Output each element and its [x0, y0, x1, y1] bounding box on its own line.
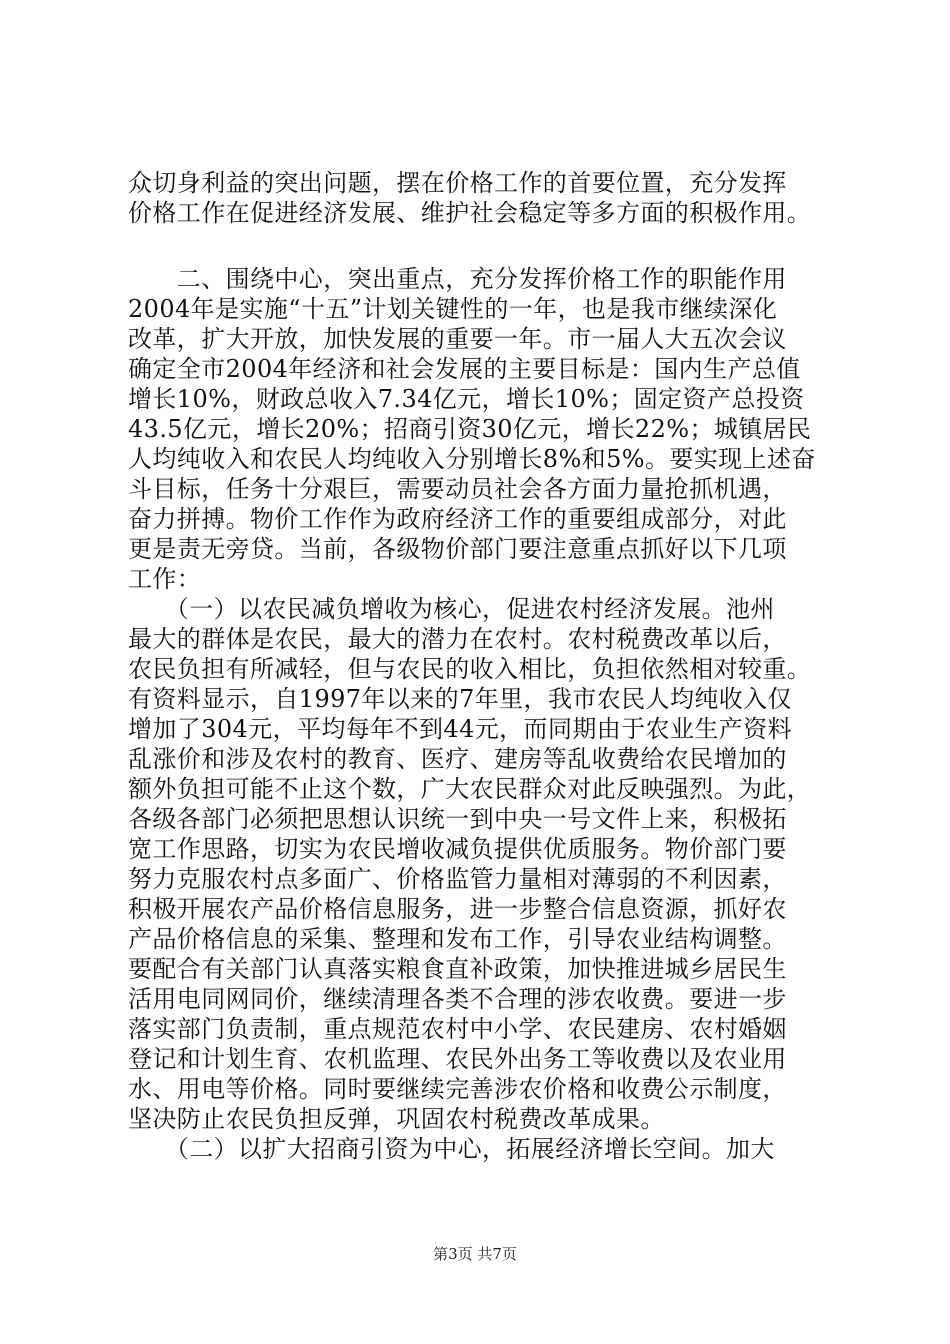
text-line: 各级各部门必须把思想认识统一到中央一号文件上来，积极拓 — [128, 805, 787, 833]
text-line: 最大的群体是农民，最大的潜力在农村。农村税费改革以后， — [128, 625, 787, 653]
text-line: 要配合有关部门认真落实粮食直补政策，加快推进城乡居民生 — [128, 955, 787, 983]
text-line: 有资料显示，自1997年以来的7年里，我市农民人均纯收入仅 — [128, 685, 792, 713]
text-line: 奋力拼搏。物价工作作为政府经济工作的重要组成部分，对此 — [128, 505, 787, 533]
text-line: 价格工作在促进经济发展、维护社会稳定等多方面的积极作用。 — [128, 199, 812, 227]
text-line: 人均纯收入和农民人均纯收入分别增长8%和5%。要实现上述奋 — [128, 445, 816, 473]
text-line: 更是责无旁贷。当前，各级物价部门要注意重点抓好以下几项 — [128, 535, 787, 563]
text-line: （二）以扩大招商引资为中心，拓展经济增长空间。加大 — [128, 1135, 775, 1163]
paragraph-2 — [128, 264, 848, 594]
text-line: 2004年是实施“十五”计划关键性的一年，也是我市继续深化 — [128, 295, 778, 323]
text-line: 斗目标，任务十分艰巨，需要动员社会各方面力量抢抓机遇， — [128, 475, 787, 503]
text-line: 确定全市2004年经济和社会发展的主要目标是：国内生产总值 — [128, 355, 801, 383]
text-line: 宽工作思路，切实为农民增收减负提供优质服务。物价部门要 — [128, 835, 787, 863]
text-line: 乱涨价和涉及农村的教育、医疗、建房等乱收费给农民增加的 — [128, 745, 787, 773]
text-line: 农民负担有所减轻，但与农民的收入相比，负担依然相对较重。 — [128, 655, 812, 683]
text-line: 额外负担可能不止这个数，广大农民群众对此反映强烈。为此， — [128, 775, 812, 803]
page-footer — [0, 1244, 950, 1264]
text-line: 积极开展农产品价格信息服务，进一步整合信息资源，抓好农 — [128, 895, 787, 923]
text-line: 登记和计划生育、农机监理、农民外出务工等收费以及农业用 — [128, 1045, 787, 1073]
text-line: 工作： — [128, 565, 202, 593]
text-line: 坚决防止农民负担反弹，巩固农村税费改革成果。 — [128, 1105, 665, 1133]
text-line: 增长10%，财政总收入7.34亿元，增长10%；固定资产总投资 — [128, 385, 805, 413]
text-line: 众切身利益的突出问题，摆在价格工作的首要位置，充分发挥 — [128, 169, 787, 197]
text-line: 努力克服农村点多面广、价格监管力量相对薄弱的不利因素， — [128, 865, 787, 893]
text-line: 活用电同网同价，继续清理各类不合理的涉农收费。要进一步 — [128, 985, 787, 1013]
text-line: （一）以农民减负增收为核心，促进农村经济发展。池州 — [128, 595, 775, 623]
section-heading: 二、围绕中心，突出重点，充分发挥价格工作的职能作用 — [128, 265, 787, 293]
text-line: 产品价格信息的采集、整理和发布工作，引导农业结构调整。 — [128, 925, 787, 953]
paragraph-4 — [128, 1134, 848, 1164]
document-body — [128, 168, 848, 1164]
text-line: 水、用电等价格。同时要继续完善涉农价格和收费公示制度， — [128, 1075, 787, 1103]
paragraph-3 — [128, 594, 848, 1134]
text-line: 43.5亿元，增长20%；招商引资30亿元，增长22%；城镇居民 — [128, 415, 812, 443]
text-line: 增加了304元，平均每年不到44元，而同期由于农业生产资料 — [128, 715, 792, 743]
paragraph-1 — [128, 168, 848, 228]
text-line: 改革，扩大开放，加快发展的重要一年。市一届人大五次会议 — [128, 325, 787, 353]
text-line: 落实部门负责制，重点规范农村中小学、农民建房、农村婚姻 — [128, 1015, 787, 1043]
page-number: 第3页 共7页 — [433, 1245, 517, 1263]
paragraph-spacer — [128, 228, 848, 264]
